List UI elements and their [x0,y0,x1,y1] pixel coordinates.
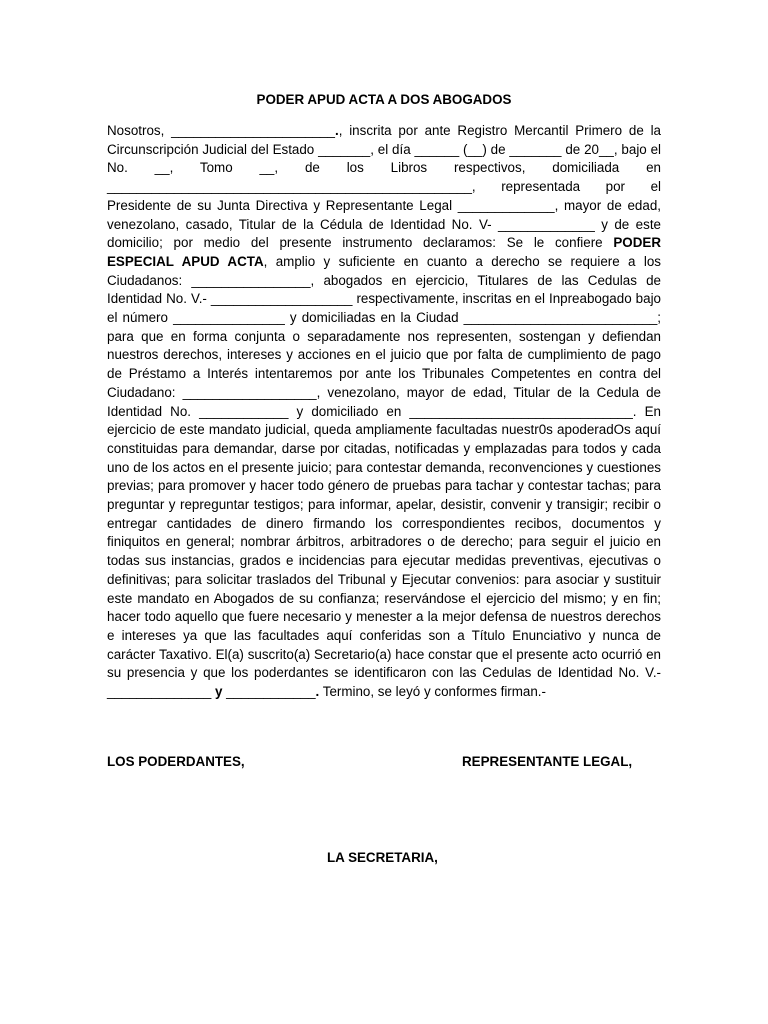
document-title: PODER APUD ACTA A DOS ABOGADOS [256,92,512,107]
body-bold-period-2: . [315,684,320,700]
body-bold-period-1: . [334,123,339,138]
body-text-2: , inscrita por ante Registro Mercantil Primero de la Circunscripción Judicial del Estado _______, el día ______ (__) de _______ de 20__, bajo el No. __, Tomo __, de los Libros respectivos, domiciliada en _________________________________________________, representada por el Presidente de su Junta Directiva y Representante Legal _____________, mayor de edad, venezolano, casado, Titular de la Cédula de Identidad No. V- _____________ y de este domicilio; por medio del presente instrumento declaramos: Se le confiere [107,123,661,251]
signature-representante-legal: REPRESENTANTE LEGAL, [462,754,633,769]
body-text-4: ____________ [222,684,316,700]
body-text-5: Termino, se leyó y conformes firman.- [319,684,546,700]
body-text-3: , amplio y suficiente en cuanto a derecho se requiere a los Ciudadanos: ________________, abogados en ejercicio, Titulares de las Cedulas de Identidad No. V.- ___________________ respectivamente, inscritas en el Inpreabogado bajo el número _______________ y domiciliadas en la Ciudad __________________________; para que en forma conjunta o separadamente nos representen, sostengan y defiendan nuestros derechos, intereses y acciones en el juicio que por falta de cumplimiento de pago de Préstamo a Interés intentaremos por ante los Tribunales Competentes en contra del Ciudadano: __________________, venezolano, mayor de edad, Titular de la Cedula de Identidad No. ____________ y domiciliado en ______________________________. En ejercicio de este mandato judicial, queda ampliamente facultadas nuestr0s apoderadOs aquí constituidas para demandar, darse por citadas, notificadas y emplazadas para todos y cada uno de los actos en el presente juicio; para contestar demanda, reconvenciones y cuestiones previas; para promover y hacer todo género de pruebas para tachar y contestar tachas; para preguntar y repreguntar testigos; para informar, apelar, desistir, convenir y transigir; recibir o entregar cantidades de dinero firmando los correspondientes recibos, documentos y finiquitos en general; nombrar árbitros, arbitradores o de derecho; para seguir el juicio en todas sus instancias, grados e incidencias para ejecutar medidas preventivas, ejecutivas o definitivas; para solicitar traslados del Tribunal y Ejecutar convenios: para asociar y sustituir este mandato en Abogados de su confianza; reservándose el ejercicio del mismo; y en fin; hacer todo aquello que fuere necesario y menester a la mejor defensa de nuestros derechos e intereses ya que las facultades aquí conferidas son a Título Enunciativo y nunca de carácter Taxativo. El(a) suscrito(a) Secretario(a) hace constar que el presente acto ocurrió en su presencia y que los poderdantes se identificaron con las Cedulas de Identidad No. V.- ______________ [107,253,661,700]
poder-especial-emphasis: PODER ESPECIAL APUD ACTA [107,235,661,269]
document-body [107,122,661,702]
body-bold-y: y [214,684,223,700]
body-text-1: Nosotros, ______________________ [107,123,335,138]
signature-poderdantes: LOS PODERDANTES, [107,754,245,769]
signature-secretaria: LA SECRETARIA, [327,850,438,865]
